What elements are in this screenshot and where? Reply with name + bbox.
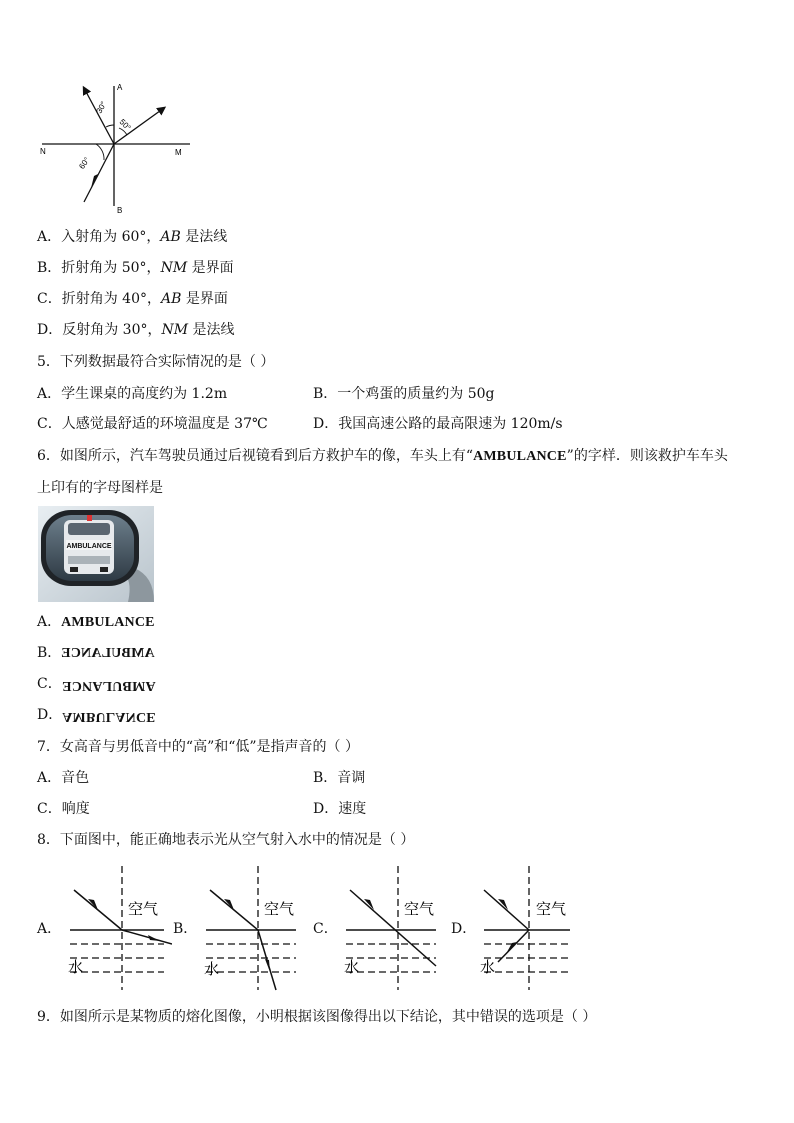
label-n: N	[40, 147, 46, 156]
label-a: A	[117, 83, 123, 92]
q8-letter-d: D．	[451, 921, 477, 937]
angle-bottom-label: 60°	[77, 155, 92, 171]
refraction-figure	[36, 78, 196, 218]
q6-option-a	[37, 612, 155, 633]
option-text-end: 是法线	[180, 229, 228, 245]
q4-option-a	[37, 227, 227, 247]
q7-stem: 7．女高音与男低音中的“高”和“低”是指声音的（ ）	[37, 739, 359, 755]
option-letter: A．	[37, 614, 62, 630]
option-italic: NM	[160, 260, 188, 276]
water-label: 水	[204, 961, 220, 978]
q8-diagram-d	[474, 862, 586, 992]
q8-letter-a: A．	[37, 921, 62, 937]
q5-option-a: A．学生课桌的高度约为 1.2m	[37, 386, 228, 402]
option-italic: AB	[160, 291, 182, 307]
angle-top-label: 30°	[94, 99, 109, 115]
option-word-normal: AMBULANCE	[61, 615, 155, 630]
q6-stem-line1	[37, 446, 728, 467]
q8-letter-c: C．	[313, 921, 338, 937]
option-word-mirrored: AMBULANCE	[61, 646, 155, 661]
air-label: 空气	[404, 901, 435, 918]
q6-option-d	[37, 705, 156, 726]
q6-stem-line2: 上印有的字母图样是	[37, 480, 163, 496]
option-letter: A．	[37, 229, 62, 245]
option-letter: D．	[37, 322, 63, 338]
option-letter: C．	[37, 291, 62, 307]
q6-stem-text: 6．如图所示，汽车驾驶员通过后视镜看到后方救护车的像，车头上有“	[37, 448, 474, 464]
option-text: 折射角为 40°，	[61, 291, 161, 307]
option-word-rotated: AMBULANCE	[61, 678, 156, 693]
label-b: B	[117, 206, 123, 215]
option-text-end: 是界面	[181, 291, 228, 307]
q7-option-a: A．音色	[37, 770, 90, 786]
photo-ambulance-text: AMBULANCE	[66, 543, 112, 550]
q4-option-b	[37, 258, 234, 278]
air-label: 空气	[536, 901, 567, 918]
option-letter: C．	[37, 676, 62, 692]
ray-lower-left	[84, 144, 114, 202]
q7-option-b: B．音调	[313, 770, 366, 786]
water-label: 水	[68, 959, 84, 976]
air-label: 空气	[128, 901, 159, 918]
option-word-flipped: AMBULANCE	[62, 709, 156, 724]
q8-diagram-b	[196, 862, 308, 992]
option-italic: AB	[160, 229, 181, 245]
q6-option-b	[37, 643, 155, 664]
q5-option-b: B．一个鸡蛋的质量约为 50g	[313, 386, 495, 402]
q7-option-c: C．响度	[37, 801, 90, 817]
q4-option-c	[37, 289, 228, 309]
option-text-end: 是界面	[187, 260, 234, 276]
water-label: 水	[480, 959, 496, 976]
option-text-end: 是法线	[188, 322, 235, 338]
water-label: 水	[344, 959, 360, 976]
option-text: 入射角为 60°，	[61, 229, 161, 245]
q5-option-d: D．我国高速公路的最高限速为 120m/s	[313, 416, 563, 432]
q6-stem-text-end: ”的字样．则该救护车车头	[566, 448, 728, 464]
q8-diagram-c	[336, 862, 448, 992]
q4-option-d	[37, 320, 235, 340]
label-m: M	[175, 148, 182, 157]
rearview-mirror-photo	[38, 506, 154, 602]
q5-stem: 5．下列数据最符合实际情况的是（ ）	[37, 354, 275, 370]
option-italic: NM	[161, 322, 189, 338]
ray-upper-left	[84, 88, 114, 144]
option-letter: D．	[37, 707, 63, 723]
q9-stem: 9．如图所示是某物质的熔化图像，小明根据该图像得出以下结论，其中错误的选项是（ ）	[37, 1009, 597, 1025]
q8-stem: 8．下面图中，能正确地表示光从空气射入水中的情况是（ ）	[37, 832, 415, 848]
option-text: 折射角为 50°，	[61, 260, 161, 276]
q7-option-d: D．速度	[313, 801, 367, 817]
q8-diagram-a	[60, 862, 172, 992]
q5-option-c: C．人感觉最舒适的环境温度是 37℃	[37, 416, 268, 432]
q6-stem-word: AMBULANCE	[473, 449, 567, 464]
q8-letter-b: B．	[173, 921, 198, 937]
q6-option-c	[37, 674, 155, 695]
air-label: 空气	[264, 901, 295, 918]
option-text: 反射角为 30°，	[62, 322, 162, 338]
option-letter: B．	[37, 260, 62, 276]
option-letter: B．	[37, 645, 62, 661]
angle-right-label: 50°	[117, 117, 133, 133]
